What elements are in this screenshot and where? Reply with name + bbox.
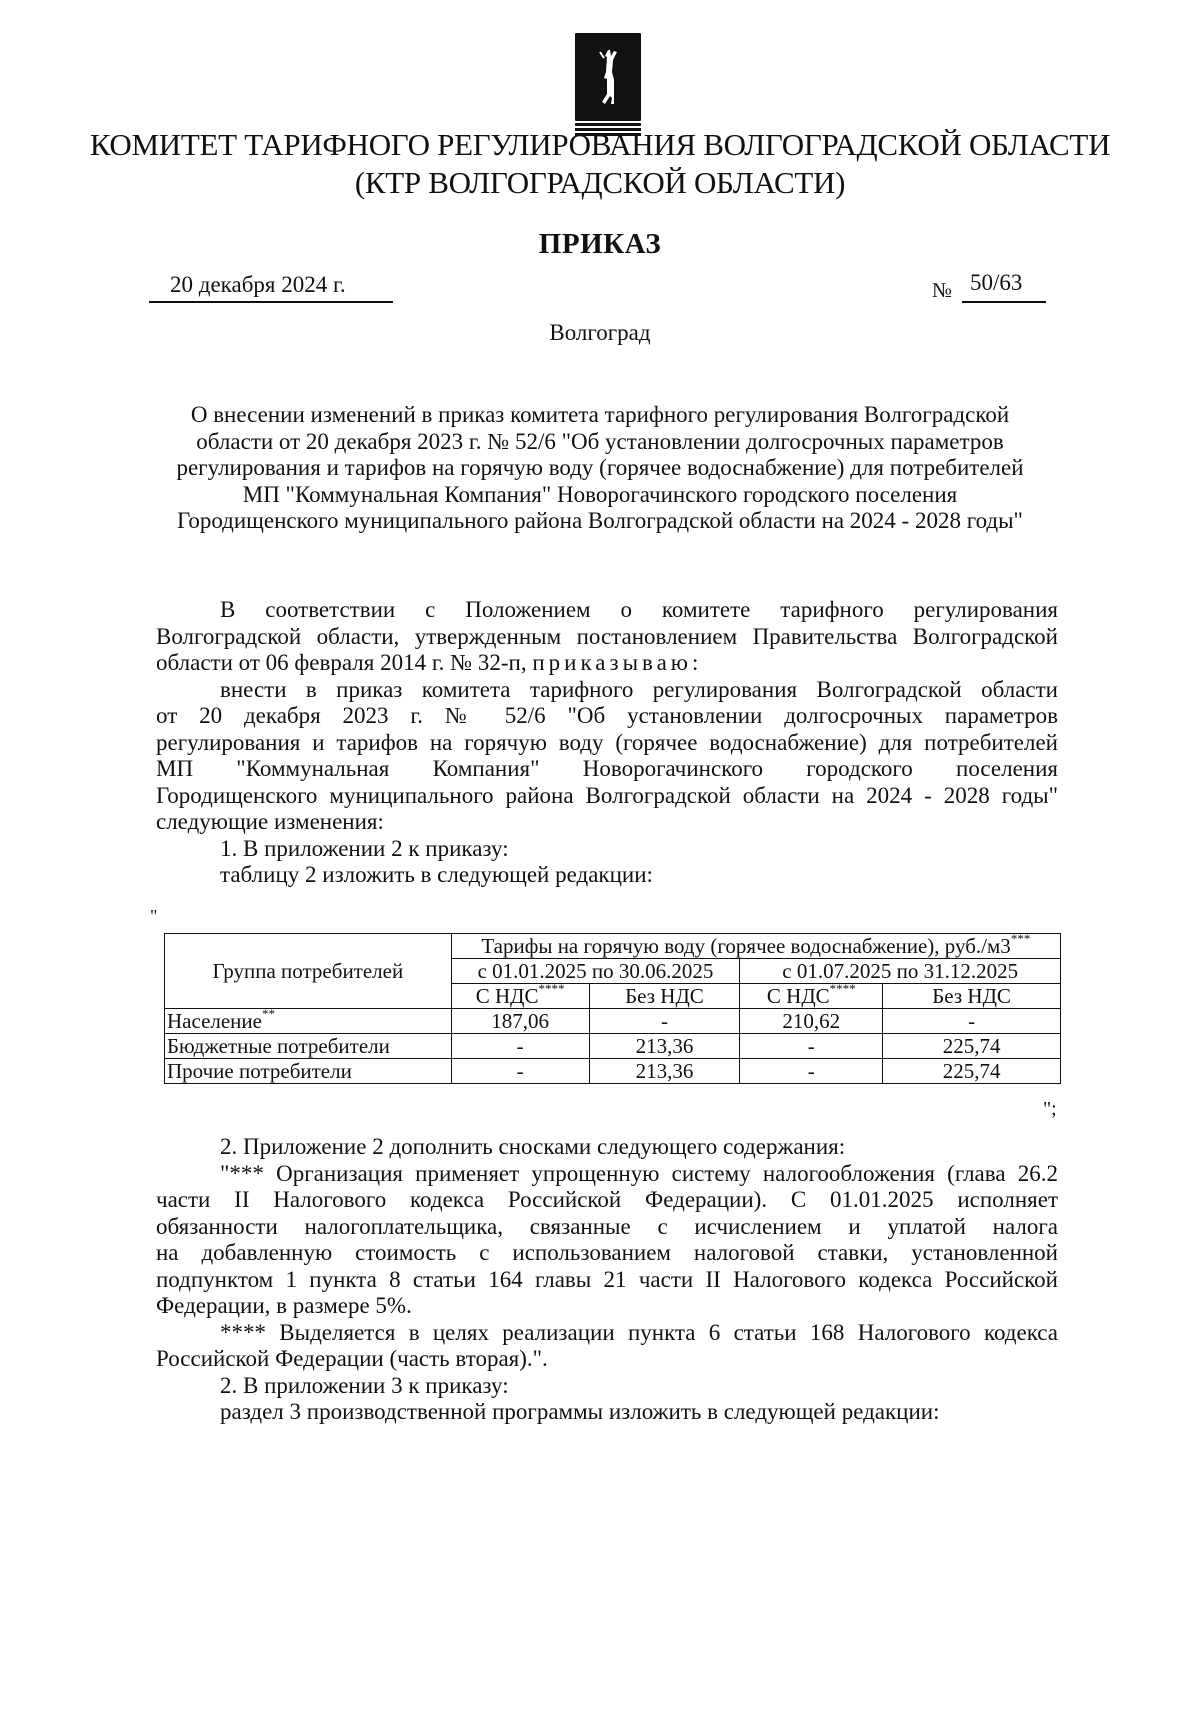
list-item-1: 1. В приложении 2 к приказу: — [220, 835, 509, 861]
footnote-line: Российской Федерации (часть вторая).". — [156, 1346, 548, 1371]
cell-value: 225,74 — [883, 1059, 1061, 1084]
coat-of-arms-icon — [574, 32, 642, 136]
cell-value: 213,36 — [589, 1059, 740, 1084]
paragraph-line: внести в приказ комитета тарифного регулирования Волгоградской области — [220, 676, 1058, 702]
cell-value: - — [740, 1059, 883, 1084]
footnote-mark: **** — [829, 981, 856, 996]
order-word: приказываю — [532, 650, 692, 675]
cell-value: 213,36 — [589, 1034, 740, 1059]
title-line: регулирования и тарифов на горячую воду (горячее водоснабжение) для потребителей — [176, 455, 1024, 480]
title-line: Городищенского муниципального района Волгоградской области на 2024 - 2028 годы" — [177, 508, 1023, 533]
paragraph-line: следующие изменения: — [156, 809, 384, 834]
footnote-line: "*** Организация применяет упрощенную систему налогообложения (глава 26.2 — [220, 1160, 1058, 1186]
date-underline — [149, 301, 393, 303]
title-line: области от 20 декабря 2023 г. № 52/6 "Об установлении долгосрочных параметров — [196, 428, 1004, 454]
table-row — [165, 1059, 1061, 1084]
table-row — [165, 1034, 1061, 1059]
footnote-line: обязанности налогоплательщика, связанные с исчислением и уплатой налога — [156, 1213, 1058, 1239]
paragraph-text: области от 06 февраля 2014 г. № 32-п, — [156, 650, 533, 675]
paragraph-line: регулирования и тарифов на горячую воду (горячее водоснабжение) для потребителей — [156, 729, 1058, 755]
cell-value: - — [883, 1009, 1061, 1034]
cell-value: - — [740, 1034, 883, 1059]
cell-value: - — [451, 1059, 589, 1084]
paragraph-text: : — [691, 650, 699, 675]
paragraph-line: Волгоградской области, утвержденным постановлением Правительства Волгоградской — [156, 623, 1058, 649]
body-section-2 — [156, 1134, 1058, 1426]
header-with-vat — [740, 981, 883, 1009]
cell-group — [165, 1006, 452, 1034]
number-sign: № — [932, 278, 953, 302]
footnote-line: подпунктом 1 пункта 8 статьи 164 главы 21 части II Налогового кодекса Российской — [156, 1266, 1058, 1292]
cell-group: Прочие потребители — [165, 1059, 452, 1084]
list-item-3-text: раздел 3 производственной программы изложить в следующей редакции: — [220, 1399, 940, 1424]
header-without-vat: Без НДС — [883, 984, 1061, 1009]
header-period-1: с 01.01.2025 по 30.06.2025 — [451, 959, 740, 984]
body-section-1 — [156, 597, 1058, 889]
document-number: 50/63 — [970, 270, 1023, 295]
cell-value: 225,74 — [883, 1034, 1061, 1059]
cell-value: 210,62 — [740, 1009, 883, 1034]
header-without-vat: Без НДС — [589, 984, 740, 1009]
header-with-vat-text: С НДС — [475, 984, 539, 1008]
group-name: Население — [167, 1009, 262, 1033]
document-city: Волгоград — [549, 320, 651, 345]
paragraph-line: Городищенского муниципального района Волгоградской области на 2024 - 2028 годы" — [156, 782, 1058, 808]
paragraph-line: МП "Коммунальная Компания" Новорогачинского городского поселения — [156, 756, 1058, 781]
paragraph-line: В соответствии с Положением о комитете тарифного регулирования — [220, 597, 1058, 622]
header-with-vat-text: С НДС — [766, 984, 830, 1008]
opening-quote: " — [150, 906, 158, 926]
list-item-1-text: таблицу 2 изложить в следующей редакции: — [220, 862, 653, 887]
table-row — [165, 1009, 1061, 1034]
closing-quote: "; — [1043, 1098, 1057, 1120]
header-consumer-group: Группа потребителей — [165, 934, 452, 1009]
footnote-line: на добавленную стоимость с использованием налоговой ставки, установленной — [156, 1240, 1058, 1265]
footnote-line: части II Налогового кодекса Российской Федерации). С 01.01.2025 исполняет — [156, 1187, 1058, 1212]
document-title — [140, 402, 1060, 535]
list-item-2: 2. Приложение 2 дополнить сносками следующего содержания: — [220, 1134, 846, 1159]
header-tariffs — [451, 931, 1060, 959]
header-with-vat — [451, 981, 589, 1009]
cell-value: - — [589, 1009, 740, 1034]
list-item-3: 2. В приложении 3 к приказу: — [220, 1372, 509, 1398]
number-underline — [962, 301, 1046, 303]
organization-name: КОМИТЕТ ТАРИФНОГО РЕГУЛИРОВАНИЯ ВОЛГОГРАДСКОЙ ОБЛАСТИ — [89, 127, 1111, 162]
footnote-mark: ** — [261, 1006, 275, 1021]
document-type: ПРИКАЗ — [538, 228, 662, 260]
footnote-mark: **** — [538, 981, 565, 996]
document-date: 20 декабря 2024 г. — [170, 272, 346, 297]
paragraph-line: от 20 декабря 2023 г. № 52/6 "Об установлении долгосрочных параметров — [156, 703, 1058, 728]
tariff-table — [164, 933, 1061, 1084]
header-period-2: с 01.07.2025 по 31.12.2025 — [740, 959, 1061, 984]
paragraph-line — [156, 650, 1058, 677]
header-tariffs-text: Тарифы на горячую воду (горячее водоснабжение), руб./м3 — [481, 934, 1011, 958]
footnote-line: **** Выделяется в целях реализации пункта 6 статьи 168 Налогового кодекса — [220, 1319, 1058, 1345]
title-line: МП "Коммунальная Компания" Новорогачинского городского поселения — [242, 481, 958, 507]
footnote-mark: *** — [1010, 931, 1031, 946]
cell-value: - — [451, 1034, 589, 1059]
cell-group: Бюджетные потребители — [165, 1034, 452, 1059]
organization-abbreviation: (КТР ВОЛГОГРАДСКОЙ ОБЛАСТИ) — [354, 165, 846, 200]
title-line: О внесении изменений в приказ комитета тарифного регулирования Волгоградской — [190, 402, 1010, 427]
cell-value: 187,06 — [451, 1009, 589, 1034]
footnote-line: Федерации, в размере 5%. — [156, 1293, 412, 1318]
